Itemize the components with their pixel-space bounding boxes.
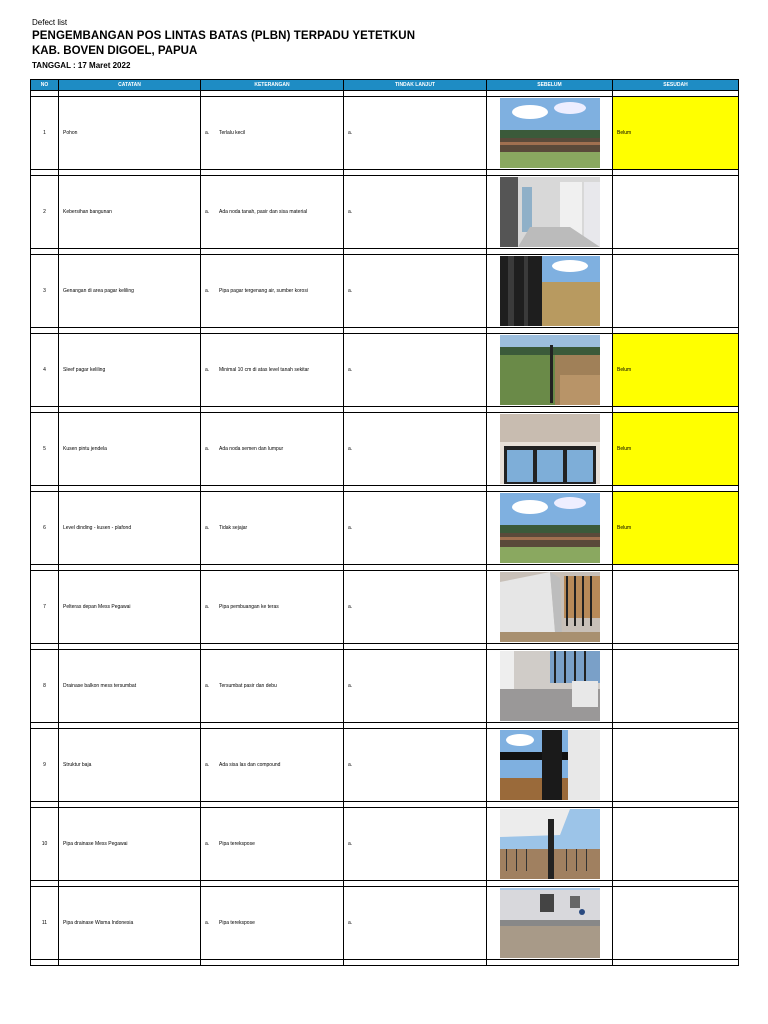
table-row	[31, 571, 739, 644]
sebelum-photo	[487, 493, 612, 563]
catatan-cell: Level dinding - kusen - plafond	[59, 492, 201, 565]
spacer-cell	[31, 960, 59, 966]
sebelum-photo	[487, 809, 612, 879]
row-number: 1	[31, 97, 59, 170]
sesudah-cell: Belum	[613, 334, 739, 407]
keterangan-bullet: a.	[205, 604, 210, 610]
catatan-cell: Kebersihan bangunan	[59, 176, 201, 249]
catatan-cell: Drainase balkon mess tersumbat	[59, 650, 201, 723]
keterangan-text: Minimal 10 cm di atas level tanah sekitar	[219, 367, 310, 373]
keterangan-text: Pipa pagar tergenang air, sumber korosi	[219, 288, 308, 294]
keterangan-bullet: a.	[205, 525, 210, 531]
spacer-cell	[59, 960, 201, 966]
sesudah-cell	[613, 729, 739, 802]
table-row	[31, 808, 739, 881]
spacer-cell	[487, 960, 613, 966]
catatan-cell: Genangan di area pagar keliling	[59, 255, 201, 328]
tindak-lanjut-cell: a.	[344, 808, 487, 881]
sebelum-photo	[487, 888, 612, 958]
spacer-row	[31, 960, 739, 966]
catatan-cell: Sleef pagar keliling	[59, 334, 201, 407]
document-type: Defect list	[32, 18, 68, 27]
sesudah-cell	[613, 571, 739, 644]
spacer-cell	[613, 960, 739, 966]
keterangan-cell	[201, 176, 344, 249]
sesudah-cell: Belum	[613, 492, 739, 565]
row-number: 11	[31, 887, 59, 960]
sebelum-photo-cell	[487, 571, 613, 644]
sebelum-photo	[487, 572, 612, 642]
keterangan-bullet: a.	[205, 920, 210, 926]
keterangan-cell	[201, 887, 344, 960]
tindak-lanjut-cell: a.	[344, 255, 487, 328]
keterangan-text: Ada noda tanah, pasir dan sisa material	[219, 209, 308, 215]
defect-table	[30, 79, 739, 966]
keterangan-bullet: a.	[205, 130, 210, 136]
sesudah-cell: Belum	[613, 97, 739, 170]
sebelum-photo-cell	[487, 650, 613, 723]
sesudah-cell	[613, 176, 739, 249]
tindak-lanjut-cell: a.	[344, 729, 487, 802]
row-number: 2	[31, 176, 59, 249]
column-header-tindak-lanjut: TINDAK LANJUT	[344, 80, 487, 91]
keterangan-cell	[201, 808, 344, 881]
table-row	[31, 729, 739, 802]
sebelum-photo	[487, 98, 612, 168]
keterangan-text: Tersumbat pasir dan debu	[219, 683, 277, 689]
sesudah-cell	[613, 887, 739, 960]
keterangan-text: Ada sisa las dan compound	[219, 762, 281, 768]
table-header-row	[31, 80, 739, 91]
tindak-lanjut-cell: a.	[344, 650, 487, 723]
column-header-sebelum: SEBELUM	[487, 80, 613, 91]
tindak-lanjut-cell: a.	[344, 887, 487, 960]
table-row	[31, 334, 739, 407]
table-row	[31, 492, 739, 565]
sebelum-photo	[487, 335, 612, 405]
keterangan-text: Terlalu kecil	[219, 130, 246, 136]
sesudah-cell: Belum	[613, 413, 739, 486]
keterangan-bullet: a.	[205, 446, 210, 452]
row-number: 3	[31, 255, 59, 328]
table-row	[31, 255, 739, 328]
sebelum-photo-cell	[487, 334, 613, 407]
spacer-cell	[344, 960, 487, 966]
keterangan-cell	[201, 97, 344, 170]
document-date: TANGGAL : 17 Maret 2022	[32, 61, 131, 70]
keterangan-cell	[201, 492, 344, 565]
defect-table-body	[31, 91, 739, 966]
sebelum-photo	[487, 730, 612, 800]
keterangan-cell	[201, 729, 344, 802]
tindak-lanjut-cell: a.	[344, 413, 487, 486]
catatan-cell: Pelteras depan Mess Pegawai	[59, 571, 201, 644]
row-number: 10	[31, 808, 59, 881]
column-header-sesudah: SESUDAH	[613, 80, 739, 91]
row-number: 6	[31, 492, 59, 565]
sebelum-photo-cell	[487, 808, 613, 881]
keterangan-bullet: a.	[205, 841, 210, 847]
column-header-keterangan: KETERANGAN	[201, 80, 344, 91]
table-row	[31, 413, 739, 486]
catatan-cell: Struktur baja	[59, 729, 201, 802]
spacer-cell	[201, 960, 344, 966]
tindak-lanjut-cell: a.	[344, 97, 487, 170]
column-header-no: NO	[31, 80, 59, 91]
document-title: PENGEMBANGAN POS LINTAS BATAS (PLBN) TERPADU YETETKUN	[32, 30, 416, 42]
keterangan-cell	[201, 255, 344, 328]
keterangan-cell	[201, 650, 344, 723]
sebelum-photo-cell	[487, 176, 613, 249]
sebelum-photo-cell	[487, 887, 613, 960]
keterangan-bullet: a.	[205, 683, 210, 689]
sebelum-photo	[487, 256, 612, 326]
sebelum-photo	[487, 414, 612, 484]
keterangan-text: Pipa pembuangan ke teras	[219, 604, 279, 610]
sebelum-photo	[487, 651, 612, 721]
table-row	[31, 650, 739, 723]
keterangan-text: Pipa terekspose	[219, 920, 255, 926]
tindak-lanjut-cell: a.	[344, 334, 487, 407]
keterangan-cell	[201, 413, 344, 486]
table-row	[31, 97, 739, 170]
sesudah-cell	[613, 650, 739, 723]
tindak-lanjut-cell: a.	[344, 492, 487, 565]
row-number: 7	[31, 571, 59, 644]
row-number: 4	[31, 334, 59, 407]
sebelum-photo	[487, 177, 612, 247]
table-row	[31, 176, 739, 249]
column-header-catatan: CATATAN	[59, 80, 201, 91]
sebelum-photo-cell	[487, 413, 613, 486]
keterangan-cell	[201, 334, 344, 407]
keterangan-bullet: a.	[205, 367, 210, 373]
catatan-cell: Pipa drainase Mess Pegawai	[59, 808, 201, 881]
sebelum-photo-cell	[487, 255, 613, 328]
sebelum-photo-cell	[487, 492, 613, 565]
catatan-cell: Pohon	[59, 97, 201, 170]
sesudah-cell	[613, 255, 739, 328]
catatan-cell: Pipa drainase Wisma Indonesia	[59, 887, 201, 960]
keterangan-bullet: a.	[205, 288, 210, 294]
keterangan-text: Pipa terekspose	[219, 841, 255, 847]
row-number: 8	[31, 650, 59, 723]
document-location: KAB. BOVEN DIGOEL, PAPUA	[32, 45, 198, 57]
table-row	[31, 887, 739, 960]
keterangan-text: Ada noda semen dan lumpur	[219, 446, 284, 452]
tindak-lanjut-cell: a.	[344, 571, 487, 644]
keterangan-cell	[201, 571, 344, 644]
sebelum-photo-cell	[487, 97, 613, 170]
sebelum-photo-cell	[487, 729, 613, 802]
keterangan-text: Tidak sejajar	[219, 525, 248, 531]
row-number: 9	[31, 729, 59, 802]
tindak-lanjut-cell: a.	[344, 176, 487, 249]
row-number: 5	[31, 413, 59, 486]
sesudah-cell	[613, 808, 739, 881]
keterangan-bullet: a.	[205, 762, 210, 768]
catatan-cell: Kusen pintu jendela	[59, 413, 201, 486]
keterangan-bullet: a.	[205, 209, 210, 215]
